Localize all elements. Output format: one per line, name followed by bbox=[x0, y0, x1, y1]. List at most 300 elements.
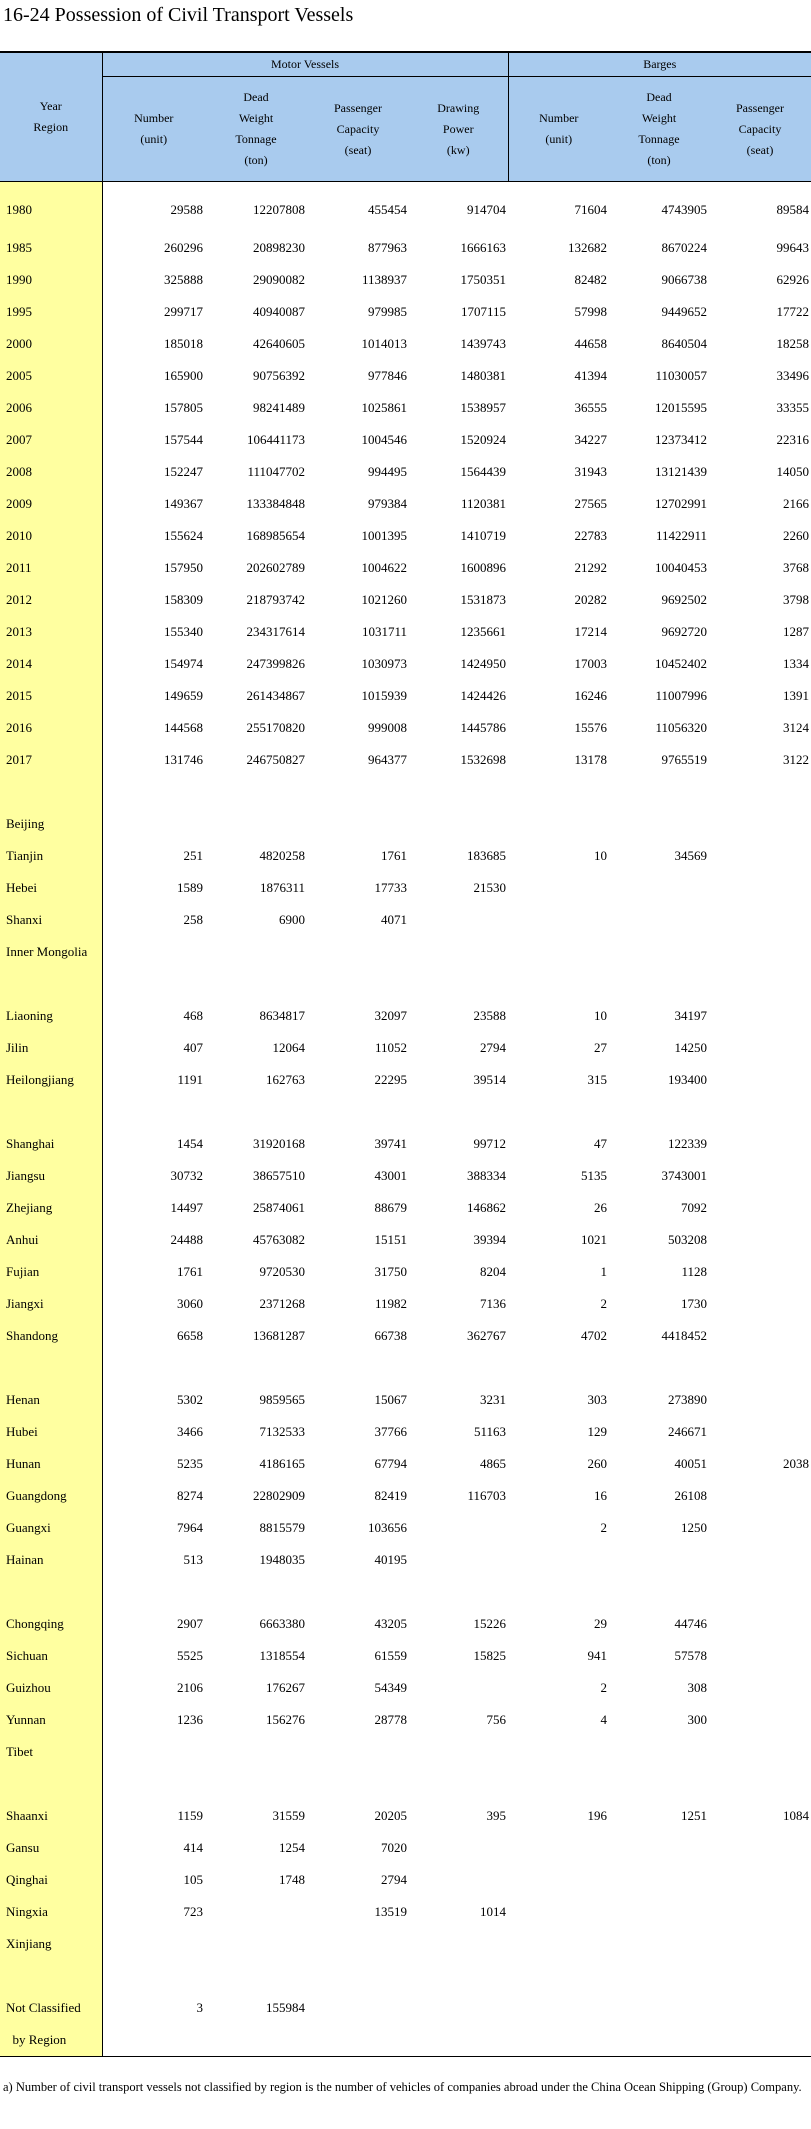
table-cell: 11422911 bbox=[655, 528, 707, 543]
column-header-line: Passenger bbox=[334, 100, 382, 115]
table-cell bbox=[709, 2024, 811, 2057]
table-cell: 1138937 bbox=[361, 272, 407, 287]
table-cell: 1454 bbox=[177, 1136, 203, 1151]
table-cell bbox=[102, 1768, 205, 1800]
table-cell bbox=[102, 968, 205, 1000]
column-header-line: Capacity bbox=[336, 121, 380, 136]
table-cell: 18258 bbox=[776, 336, 809, 351]
table-cell: 1287 bbox=[783, 624, 809, 639]
row-label: Hainan bbox=[0, 1544, 102, 1576]
table-row bbox=[0, 1160, 811, 1192]
row-label: Shanxi bbox=[0, 904, 102, 936]
table-cell: 39514 bbox=[473, 1072, 506, 1087]
table-cell bbox=[508, 1864, 609, 1896]
row-label: Ningxia bbox=[0, 1896, 102, 1928]
table-row bbox=[0, 744, 811, 776]
table-cell: 67794 bbox=[374, 1456, 407, 1471]
table-cell: 43205 bbox=[374, 1616, 407, 1631]
column-header-line: Power bbox=[442, 121, 474, 136]
table-cell: 20205 bbox=[374, 1808, 407, 1823]
table-cell: 9765519 bbox=[661, 752, 707, 767]
table-row bbox=[0, 808, 811, 840]
table-cell bbox=[609, 1768, 709, 1800]
table-cell: 32097 bbox=[374, 1008, 407, 1023]
table-cell: 89584 bbox=[776, 202, 809, 217]
table-cell: 1564439 bbox=[460, 464, 506, 479]
table-cell: 999008 bbox=[368, 720, 407, 735]
table-cell: 1761 bbox=[381, 848, 407, 863]
table-cell: 16 bbox=[594, 1488, 607, 1503]
table-cell: 247399826 bbox=[246, 656, 305, 671]
row-label: 2009 bbox=[0, 488, 102, 520]
row-label: Fujian bbox=[0, 1256, 102, 1288]
table-cell: 17003 bbox=[574, 656, 607, 671]
table-row bbox=[0, 296, 811, 328]
table-cell bbox=[205, 2024, 307, 2057]
table-cell bbox=[307, 1096, 409, 1128]
table-cell bbox=[709, 1416, 811, 1448]
table-cell: 158309 bbox=[164, 592, 203, 607]
table-cell: 1250 bbox=[681, 1520, 707, 1535]
table-cell: 183685 bbox=[467, 848, 506, 863]
table-cell: 1707115 bbox=[460, 304, 506, 319]
table-cell: 13519 bbox=[374, 1904, 407, 1919]
row-label: Shaanxi bbox=[0, 1800, 102, 1832]
table-cell: 11030057 bbox=[655, 368, 707, 383]
table-cell: 13681287 bbox=[253, 1328, 305, 1343]
table-cell: 165900 bbox=[164, 368, 203, 383]
table-cell: 1730 bbox=[681, 1296, 707, 1311]
table-cell: 106441173 bbox=[246, 432, 305, 447]
column-header-line: (kw) bbox=[446, 142, 470, 157]
row-label: 1990 bbox=[0, 264, 102, 296]
table-cell bbox=[102, 1096, 205, 1128]
row-label bbox=[0, 968, 102, 1000]
table-cell: 29588 bbox=[170, 202, 203, 217]
table-cell: 914704 bbox=[467, 202, 506, 217]
table-row bbox=[0, 520, 811, 552]
table-cell: 9720530 bbox=[259, 1264, 305, 1279]
table-cell: 1128 bbox=[681, 1264, 707, 1279]
table-cell: 1251 bbox=[681, 1808, 707, 1823]
table-cell: 273890 bbox=[668, 1392, 707, 1407]
table-cell: 43001 bbox=[374, 1168, 407, 1183]
table-cell: 5302 bbox=[177, 1392, 203, 1407]
row-label: Chongqing bbox=[0, 1608, 102, 1640]
table-row bbox=[0, 392, 811, 424]
table-cell bbox=[409, 1096, 508, 1128]
table-row bbox=[0, 1544, 811, 1576]
table-cell: 13178 bbox=[574, 752, 607, 767]
table-cell: 12373412 bbox=[655, 432, 707, 447]
table-cell: 2038 bbox=[783, 1456, 809, 1471]
table-cell bbox=[102, 2024, 205, 2057]
table-row bbox=[0, 1800, 811, 1832]
table-cell: 2 bbox=[600, 1296, 607, 1311]
table-cell bbox=[102, 1928, 205, 1960]
row-label: Guangxi bbox=[0, 1512, 102, 1544]
table-cell: 246671 bbox=[668, 1424, 707, 1439]
table-cell: 11052 bbox=[374, 1040, 407, 1055]
year-header-label: Year bbox=[39, 99, 62, 113]
row-label: 2014 bbox=[0, 648, 102, 680]
table-cell: 196 bbox=[587, 1808, 607, 1823]
table-row bbox=[0, 1256, 811, 1288]
table-cell bbox=[508, 1928, 609, 1960]
table-cell: 1004622 bbox=[361, 560, 407, 575]
table-cell: 3122 bbox=[783, 752, 809, 767]
table-cell: 25874061 bbox=[253, 1200, 305, 1215]
row-label: 2000 bbox=[0, 328, 102, 360]
row-label: 2006 bbox=[0, 392, 102, 424]
column-header-line: Weight bbox=[238, 111, 274, 125]
row-label: 2013 bbox=[0, 616, 102, 648]
year-region-header bbox=[0, 52, 102, 182]
table-cell: 8670224 bbox=[661, 240, 707, 255]
table-cell: 162763 bbox=[266, 1072, 305, 1087]
table-row bbox=[0, 936, 811, 968]
table-cell bbox=[205, 1352, 307, 1384]
table-cell: 1159 bbox=[177, 1808, 203, 1823]
table-cell: 2907 bbox=[177, 1616, 203, 1631]
table-row bbox=[0, 1480, 811, 1512]
table-cell: 31750 bbox=[374, 1264, 407, 1279]
table-cell bbox=[307, 1352, 409, 1384]
table-cell bbox=[709, 1192, 811, 1224]
table-cell bbox=[609, 1576, 709, 1608]
table-cell: 8274 bbox=[177, 1488, 203, 1503]
table-cell: 964377 bbox=[368, 752, 407, 767]
table-cell: 27 bbox=[594, 1040, 607, 1055]
table-cell: 41394 bbox=[574, 368, 607, 383]
barge-number-header bbox=[508, 77, 609, 182]
table-row bbox=[0, 968, 811, 1000]
table-cell: 202602789 bbox=[246, 560, 305, 575]
table-cell bbox=[508, 2024, 609, 2057]
table-cell: 7020 bbox=[381, 1840, 407, 1855]
table-cell bbox=[709, 1960, 811, 1992]
table-cell bbox=[609, 2024, 709, 2057]
table-row bbox=[0, 1768, 811, 1800]
table-row bbox=[0, 1384, 811, 1416]
table-cell: 2260 bbox=[783, 528, 809, 543]
table-cell bbox=[709, 1256, 811, 1288]
table-cell: 7132533 bbox=[259, 1424, 305, 1439]
table-cell: 5525 bbox=[177, 1648, 203, 1663]
table-cell: 42640605 bbox=[253, 336, 305, 351]
table-cell bbox=[508, 1096, 609, 1128]
table-cell: 7964 bbox=[177, 1520, 203, 1535]
vessels-table bbox=[0, 51, 811, 2057]
table-cell bbox=[409, 1576, 508, 1608]
table-cell bbox=[709, 1160, 811, 1192]
row-label: 2011 bbox=[0, 552, 102, 584]
table-cell: 388334 bbox=[467, 1168, 506, 1183]
table-row bbox=[0, 1320, 811, 1352]
table-cell bbox=[709, 1896, 811, 1928]
table-cell: 251 bbox=[183, 848, 203, 863]
table-row bbox=[0, 584, 811, 616]
table-row bbox=[0, 232, 811, 264]
table-cell bbox=[409, 1768, 508, 1800]
table-cell: 15825 bbox=[473, 1648, 506, 1663]
row-label: Zhejiang bbox=[0, 1192, 102, 1224]
table-cell: 2794 bbox=[480, 1040, 506, 1055]
table-cell: 155984 bbox=[266, 2000, 305, 2015]
table-cell: 45763082 bbox=[253, 1232, 305, 1247]
table-cell bbox=[409, 1544, 508, 1576]
table-cell bbox=[709, 840, 811, 872]
table-row bbox=[0, 360, 811, 392]
table-cell: 11056320 bbox=[655, 720, 707, 735]
table-cell: 20282 bbox=[574, 592, 607, 607]
table-cell bbox=[508, 808, 609, 840]
table-cell: 37766 bbox=[374, 1424, 407, 1439]
table-cell: 31943 bbox=[574, 464, 607, 479]
table-row bbox=[0, 1192, 811, 1224]
row-label bbox=[0, 776, 102, 808]
table-cell bbox=[508, 968, 609, 1000]
table-cell: 29090082 bbox=[253, 272, 305, 287]
table-cell bbox=[307, 1736, 409, 1768]
row-label: Jiangsu bbox=[0, 1160, 102, 1192]
table-cell bbox=[709, 872, 811, 904]
table-cell: 47 bbox=[594, 1136, 607, 1151]
table-cell: 1030973 bbox=[361, 656, 407, 671]
table-cell bbox=[609, 1992, 709, 2024]
table-cell bbox=[102, 936, 205, 968]
row-label: Jilin bbox=[0, 1032, 102, 1064]
table-cell: 2166 bbox=[783, 496, 809, 511]
table-cell bbox=[709, 1832, 811, 1864]
table-cell: 979985 bbox=[368, 304, 407, 319]
table-cell: 157805 bbox=[164, 400, 203, 415]
table-cell bbox=[709, 1288, 811, 1320]
table-cell bbox=[205, 1960, 307, 1992]
table-cell bbox=[709, 1928, 811, 1960]
table-cell: 1021 bbox=[581, 1232, 607, 1247]
table-cell: 15226 bbox=[473, 1616, 506, 1631]
row-label: Shandong bbox=[0, 1320, 102, 1352]
table-cell: 1021260 bbox=[361, 592, 407, 607]
table-cell: 308 bbox=[687, 1680, 707, 1695]
row-label: 2008 bbox=[0, 456, 102, 488]
table-cell: 1876311 bbox=[259, 880, 305, 895]
table-cell bbox=[609, 776, 709, 808]
table-cell: 152247 bbox=[164, 464, 203, 479]
row-label: Anhui bbox=[0, 1224, 102, 1256]
table-cell: 168985654 bbox=[246, 528, 305, 543]
table-cell: 3798 bbox=[783, 592, 809, 607]
table-row bbox=[0, 456, 811, 488]
table-cell bbox=[609, 1832, 709, 1864]
table-cell: 71604 bbox=[574, 202, 607, 217]
table-cell: 218793742 bbox=[246, 592, 305, 607]
table-row bbox=[0, 648, 811, 680]
table-row bbox=[0, 1224, 811, 1256]
row-label: Guizhou bbox=[0, 1672, 102, 1704]
table-cell: 1538957 bbox=[460, 400, 506, 415]
table-cell: 13121439 bbox=[655, 464, 707, 479]
table-row bbox=[0, 1672, 811, 1704]
table-cell: 4743905 bbox=[661, 202, 707, 217]
table-cell: 1391 bbox=[783, 688, 809, 703]
table-cell: 1761 bbox=[177, 1264, 203, 1279]
table-cell: 3743001 bbox=[661, 1168, 707, 1183]
table-cell bbox=[508, 1544, 609, 1576]
row-label: Hebei bbox=[0, 872, 102, 904]
table-cell bbox=[508, 776, 609, 808]
table-cell bbox=[409, 1672, 508, 1704]
table-cell: 88679 bbox=[374, 1200, 407, 1215]
table-cell bbox=[307, 1576, 409, 1608]
table-cell bbox=[709, 776, 811, 808]
table-cell: 299717 bbox=[164, 304, 203, 319]
table-cell bbox=[205, 1096, 307, 1128]
table-cell: 66738 bbox=[374, 1328, 407, 1343]
table-cell: 3060 bbox=[177, 1296, 203, 1311]
table-cell: 11982 bbox=[374, 1296, 407, 1311]
table-cell: 34569 bbox=[674, 848, 707, 863]
table-cell bbox=[409, 1832, 508, 1864]
row-label: Inner Mongolia bbox=[0, 936, 102, 968]
table-cell bbox=[709, 1736, 811, 1768]
table-cell bbox=[307, 2024, 409, 2057]
table-cell bbox=[709, 1224, 811, 1256]
table-cell: 5235 bbox=[177, 1456, 203, 1471]
table-cell bbox=[709, 1320, 811, 1352]
table-cell: 979384 bbox=[368, 496, 407, 511]
table-cell bbox=[508, 1352, 609, 1384]
table-cell bbox=[508, 1576, 609, 1608]
table-cell: 1084 bbox=[783, 1808, 809, 1823]
table-row bbox=[0, 1512, 811, 1544]
column-header-line: Number bbox=[539, 111, 579, 125]
table-row bbox=[0, 616, 811, 648]
table-row bbox=[0, 680, 811, 712]
table-cell: 33355 bbox=[776, 400, 809, 415]
table-cell: 2371268 bbox=[259, 1296, 305, 1311]
table-row bbox=[0, 1000, 811, 1032]
table-cell: 26 bbox=[594, 1200, 607, 1215]
table-cell: 122339 bbox=[668, 1136, 707, 1151]
table-cell bbox=[508, 1832, 609, 1864]
table-cell bbox=[609, 808, 709, 840]
table-cell: 22802909 bbox=[253, 1488, 305, 1503]
table-cell: 157950 bbox=[164, 560, 203, 575]
table-cell: 513 bbox=[183, 1552, 203, 1567]
table-cell: 185018 bbox=[164, 336, 203, 351]
table-cell: 1520924 bbox=[460, 432, 506, 447]
table-cell: 3768 bbox=[783, 560, 809, 575]
table-cell: 503208 bbox=[668, 1232, 707, 1247]
table-cell: 6900 bbox=[279, 912, 305, 927]
row-label: Henan bbox=[0, 1384, 102, 1416]
column-header-line: Dead bbox=[243, 90, 269, 104]
table-cell bbox=[709, 1544, 811, 1576]
table-cell: 4 bbox=[600, 1712, 607, 1727]
table-row bbox=[0, 1128, 811, 1160]
table-cell: 156276 bbox=[266, 1712, 305, 1727]
table-cell: 9692720 bbox=[661, 624, 707, 639]
row-label: 2016 bbox=[0, 712, 102, 744]
table-row bbox=[0, 872, 811, 904]
table-cell: 1445786 bbox=[460, 720, 506, 735]
table-row bbox=[0, 328, 811, 360]
column-header-line: Capacity bbox=[738, 121, 782, 136]
table-cell: 27565 bbox=[574, 496, 607, 511]
table-cell: 17214 bbox=[574, 624, 607, 639]
table-cell: 17733 bbox=[374, 880, 407, 895]
table-row bbox=[0, 1704, 811, 1736]
table-cell: 17722 bbox=[776, 304, 809, 319]
table-cell bbox=[409, 1736, 508, 1768]
barge-dead-weight-tonnage-header bbox=[609, 77, 709, 182]
table-cell: 1750351 bbox=[460, 272, 506, 287]
table-cell: 31920168 bbox=[253, 1136, 305, 1151]
table-cell bbox=[508, 872, 609, 904]
table-cell bbox=[508, 936, 609, 968]
table-cell: 2 bbox=[600, 1680, 607, 1695]
footnote: a) Number of civil transport vessels not classified by region is the number of vehicles of companies abroad under the China Ocean Shipping (Group) Company. bbox=[3, 2080, 802, 2094]
table-cell: 325888 bbox=[164, 272, 203, 287]
table-cell: 129 bbox=[587, 1424, 607, 1439]
table-cell: 941 bbox=[587, 1648, 607, 1663]
barge-passenger-capacity-header bbox=[709, 77, 811, 182]
table-cell: 15576 bbox=[574, 720, 607, 735]
column-header-line: (ton) bbox=[647, 153, 671, 167]
table-cell bbox=[102, 1960, 205, 1992]
table-cell: 193400 bbox=[668, 1072, 707, 1087]
row-label: 2010 bbox=[0, 520, 102, 552]
table-cell: 39394 bbox=[473, 1232, 506, 1247]
table-cell: 303 bbox=[587, 1392, 607, 1407]
table-cell: 4865 bbox=[480, 1456, 506, 1471]
table-cell: 10 bbox=[594, 848, 607, 863]
column-header-line: Tonnage bbox=[638, 132, 680, 146]
table-cell: 8640504 bbox=[661, 336, 707, 351]
table-cell bbox=[609, 904, 709, 936]
table-cell: 2794 bbox=[381, 1872, 407, 1887]
table-row bbox=[0, 1416, 811, 1448]
table-cell: 3 bbox=[196, 2000, 203, 2015]
table-cell bbox=[307, 1928, 409, 1960]
table-cell: 26108 bbox=[674, 1488, 707, 1503]
row-label: Guangdong bbox=[0, 1480, 102, 1512]
motor-dead-weight-tonnage-header bbox=[205, 77, 307, 182]
motor-vessels-header: Motor Vessels bbox=[102, 52, 508, 77]
table-row bbox=[0, 776, 811, 808]
table-row bbox=[0, 2024, 811, 2057]
table-cell bbox=[709, 1096, 811, 1128]
table-cell: 260296 bbox=[164, 240, 203, 255]
table-row bbox=[0, 1928, 811, 1960]
table-cell: 8634817 bbox=[259, 1008, 305, 1023]
table-cell: 44658 bbox=[574, 336, 607, 351]
motor-drawing-power-header bbox=[409, 77, 508, 182]
table-cell bbox=[709, 1672, 811, 1704]
row-label: Gansu bbox=[0, 1832, 102, 1864]
table-cell: 144568 bbox=[164, 720, 203, 735]
table-cell: 1191 bbox=[177, 1072, 203, 1087]
table-cell: 7092 bbox=[681, 1200, 707, 1215]
table-cell bbox=[102, 1576, 205, 1608]
column-header-line: Weight bbox=[641, 111, 677, 125]
table-cell bbox=[409, 808, 508, 840]
table-cell: 155624 bbox=[164, 528, 203, 543]
table-cell: 6663380 bbox=[259, 1616, 305, 1631]
table-row bbox=[0, 840, 811, 872]
